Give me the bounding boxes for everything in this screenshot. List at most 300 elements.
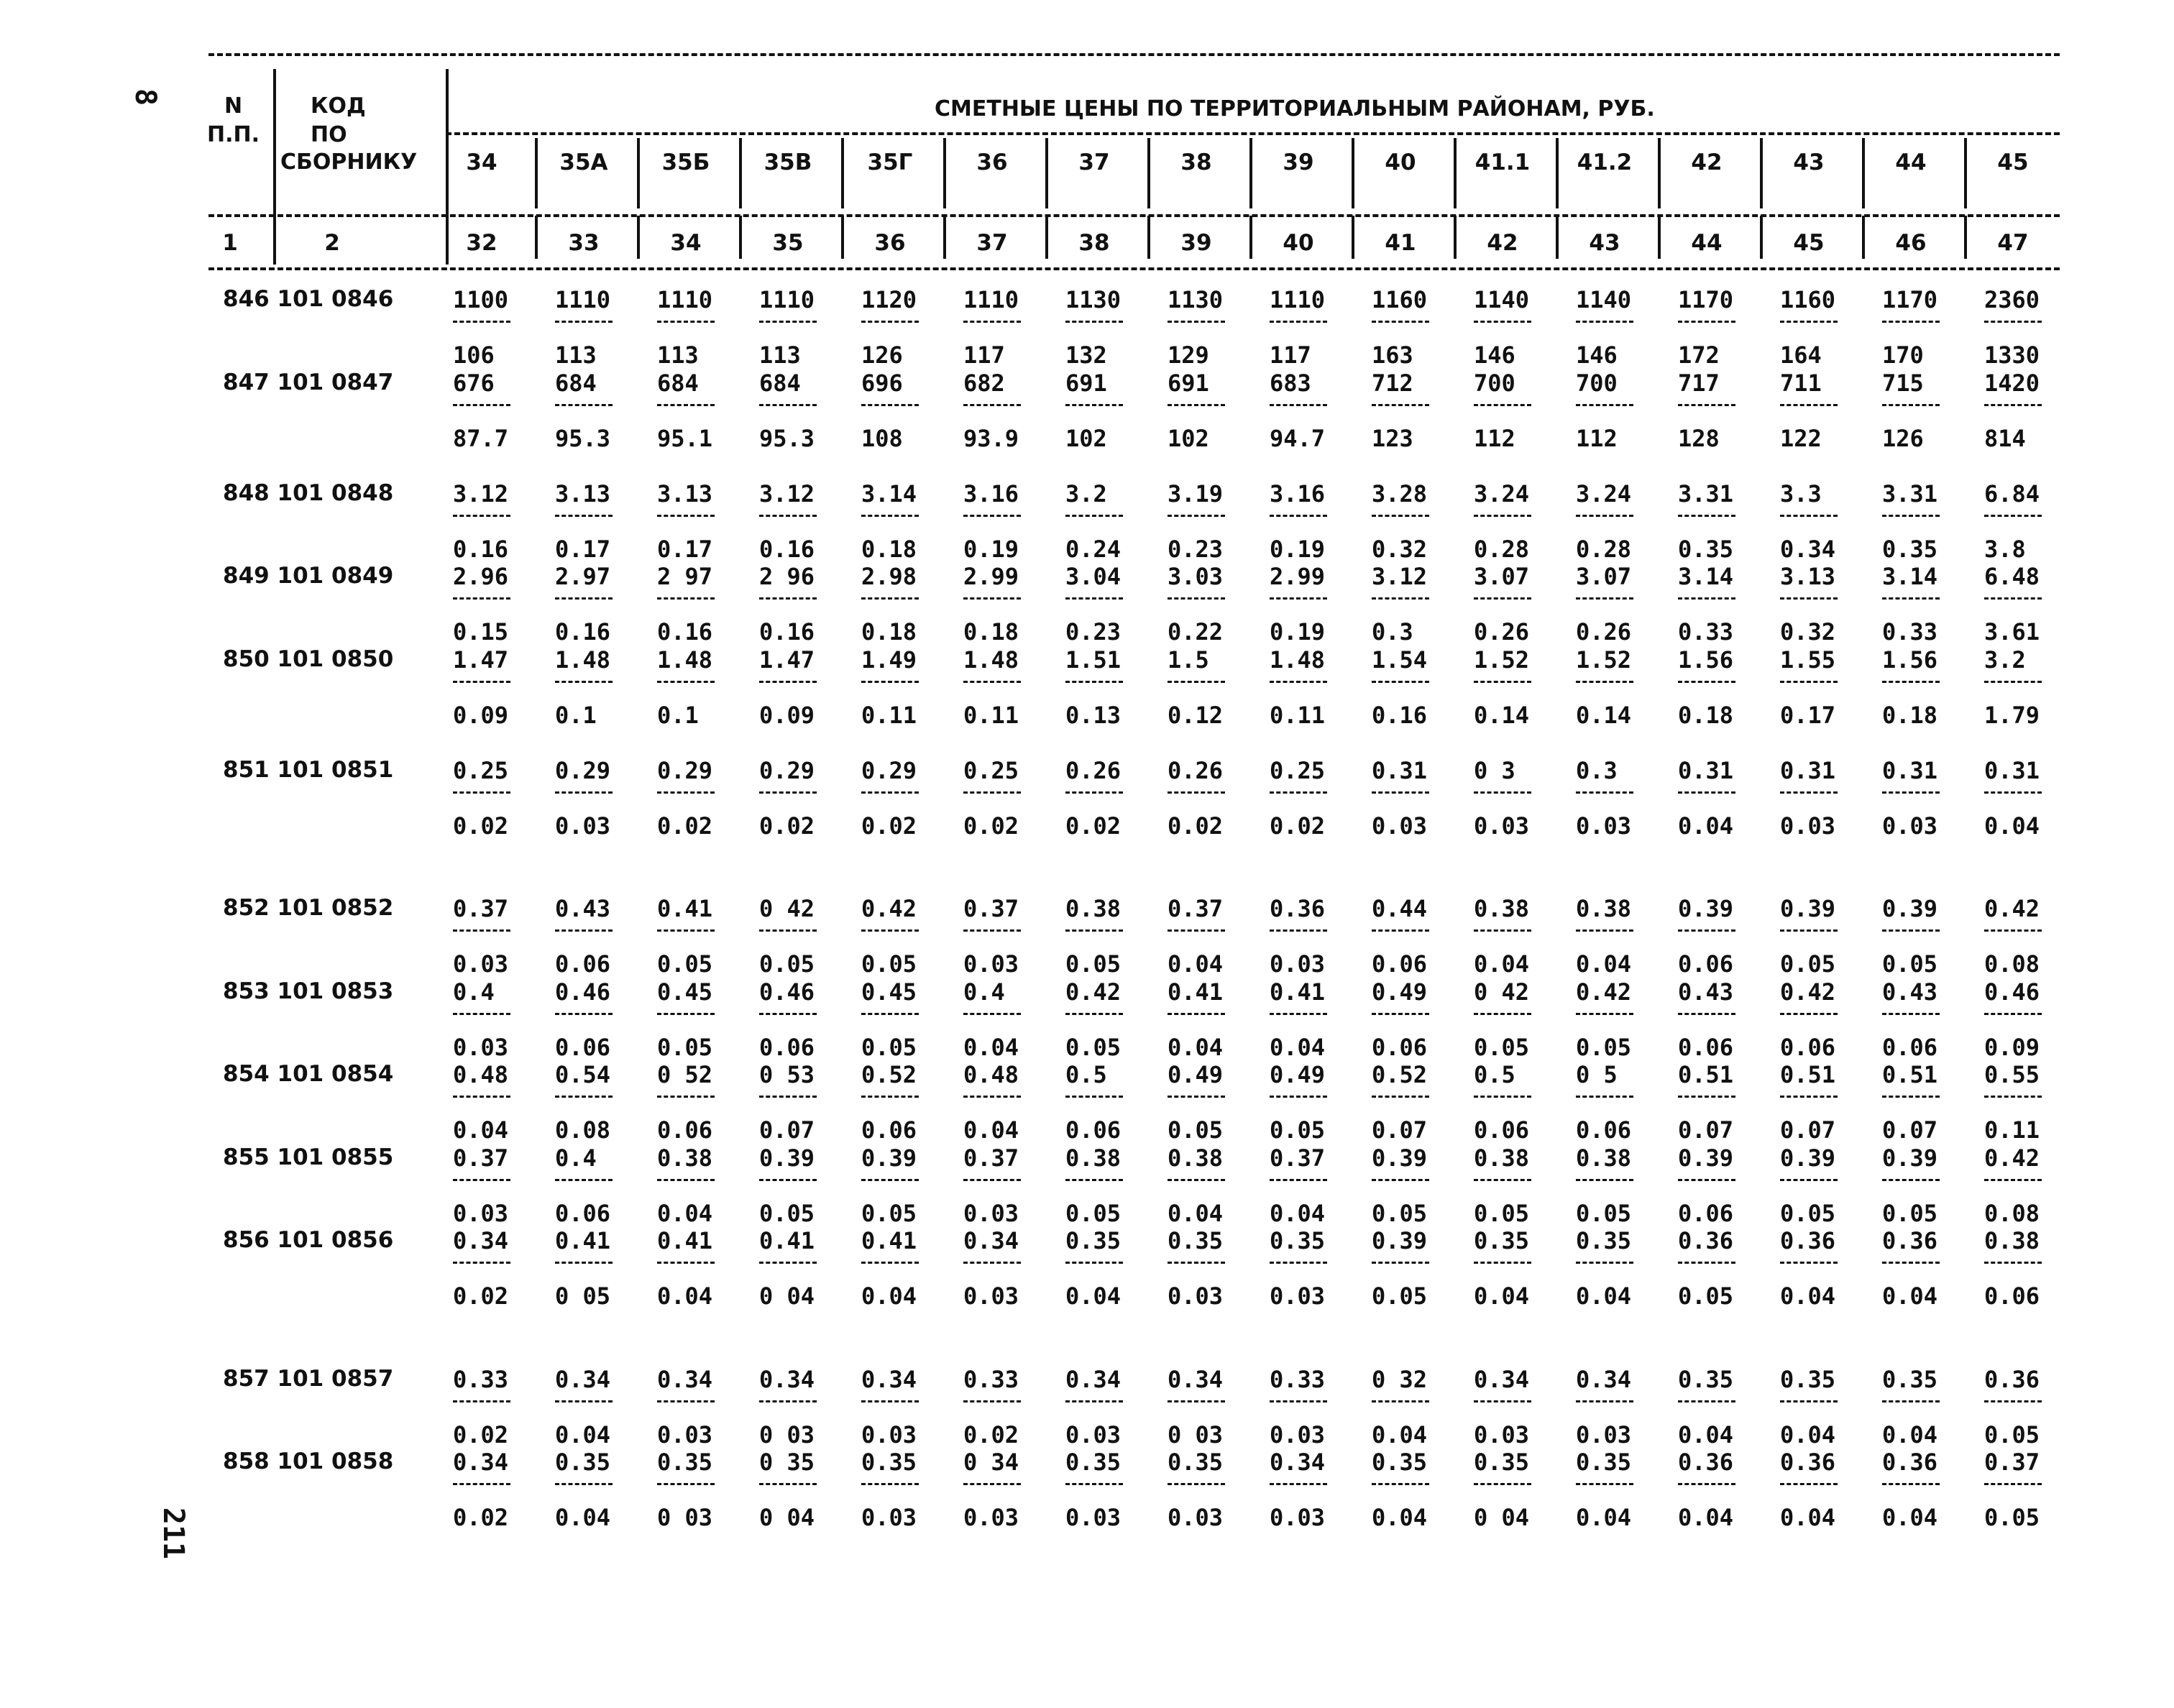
fraction-bar — [1065, 321, 1123, 323]
price-value: 0.41 — [759, 1227, 815, 1254]
fraction-bar — [963, 1179, 1021, 1181]
price-value: 1.54 — [1372, 646, 1428, 674]
price-value: 0.05 — [861, 1199, 917, 1227]
price-value: 3.14 — [1882, 563, 1938, 590]
price-value: 0.11 — [1984, 1116, 2040, 1144]
price-value: 1.48 — [555, 646, 611, 674]
price-value: 0.38 — [1474, 1144, 1530, 1172]
fraction-bar — [1780, 597, 1838, 600]
fraction-bar — [1780, 929, 1838, 932]
price-value: 0.39 — [1780, 895, 1836, 922]
price-value: 0.02 — [963, 1420, 1019, 1448]
fraction-bar — [1678, 1179, 1735, 1181]
price-value: 0.35 — [1678, 1365, 1734, 1393]
fraction-bar — [1270, 1483, 1327, 1485]
price-value: 0.33 — [1270, 1365, 1326, 1393]
price-value: 0.34 — [1780, 535, 1836, 563]
column-divider — [1760, 216, 1763, 259]
fraction-bar — [1270, 1013, 1327, 1015]
fraction-bar — [453, 321, 510, 323]
fraction-bar — [1576, 791, 1633, 794]
price-value: 1110 — [963, 286, 1019, 313]
fraction-bar — [861, 1262, 919, 1264]
price-value: 129 — [1168, 341, 1209, 369]
fraction-bar — [1168, 597, 1225, 600]
fraction-bar — [1576, 1483, 1633, 1485]
price-value: 1.47 — [453, 646, 509, 674]
fraction-bar — [1780, 1483, 1838, 1485]
price-value: 0.42 — [1065, 978, 1122, 1006]
price-value: 0.04 — [963, 1116, 1019, 1144]
fraction-bar — [1372, 929, 1429, 932]
fraction-bar — [1678, 791, 1735, 794]
column-divider — [1964, 216, 1967, 259]
price-value: 3.28 — [1372, 479, 1428, 508]
fraction-bar — [1780, 1013, 1838, 1015]
header-bottom-rule — [208, 267, 2060, 270]
fraction-bar — [1474, 404, 1531, 406]
price-value: 0.02 — [963, 812, 1019, 840]
price-value: 0.05 — [1780, 1199, 1836, 1227]
price-value: 0.05 — [1576, 1033, 1632, 1061]
row-code: 857 101 0857 — [223, 1365, 394, 1392]
price-value: 0.05 — [657, 950, 713, 978]
price-value: 0.35 — [1168, 1448, 1224, 1476]
price-value: 0.06 — [1065, 1116, 1122, 1144]
fraction-bar — [1065, 1400, 1123, 1402]
fraction-bar — [555, 791, 613, 794]
price-value: 0.29 — [657, 756, 713, 784]
price-value: 0.05 — [1065, 1199, 1122, 1227]
price-value: 0.39 — [861, 1144, 917, 1172]
price-value: 6.48 — [1984, 563, 2040, 590]
price-value: 0.55 — [1984, 1061, 2040, 1088]
price-value: 102 — [1065, 424, 1107, 452]
price-value: 0.04 — [1168, 950, 1224, 978]
price-value: 1.56 — [1678, 646, 1734, 674]
price-value: 164 — [1780, 341, 1822, 369]
price-value: 0.14 — [1474, 701, 1530, 729]
price-value: 0.03 — [1270, 1504, 1326, 1531]
price-value: 87.7 — [453, 424, 509, 452]
price-value: 0.04 — [1576, 1282, 1632, 1310]
price-value: 123 — [1372, 424, 1413, 452]
price-value: 0.37 — [1984, 1448, 2040, 1476]
price-value: 172 — [1678, 341, 1720, 369]
price-value: 0.38 — [1474, 895, 1530, 922]
fraction-bar — [1780, 1400, 1838, 1402]
price-value: 0.11 — [963, 701, 1019, 729]
column-number-code: 2 — [324, 230, 340, 256]
price-value: 0.34 — [1474, 1365, 1530, 1393]
fraction-bar — [1882, 1096, 1940, 1098]
fraction-bar — [555, 1179, 613, 1181]
fraction-bar — [1270, 929, 1327, 932]
price-value: 0.07 — [1372, 1116, 1428, 1144]
row-code: 856 101 0856 — [223, 1227, 394, 1253]
price-value: 814 — [1984, 424, 2026, 452]
price-value: 0.35 — [1882, 535, 1938, 563]
price-value: 0.07 — [1678, 1116, 1734, 1144]
price-value: 0.03 — [555, 812, 611, 840]
price-value: 700 — [1474, 369, 1515, 397]
fraction-bar — [1372, 1400, 1429, 1402]
price-value: 146 — [1576, 341, 1618, 369]
column-divider — [1249, 216, 1252, 259]
price-value: 3.13 — [657, 479, 713, 508]
column-divider — [1658, 216, 1661, 259]
price-value: 0.03 — [1270, 950, 1326, 978]
fraction-bar — [759, 597, 817, 600]
fraction-bar — [1168, 1013, 1225, 1015]
fraction-bar — [657, 404, 715, 406]
fraction-bar — [1474, 1013, 1531, 1015]
column-number-11: 43 — [1589, 230, 1620, 256]
price-value: 0.03 — [1474, 812, 1530, 840]
column-header-0: 34 — [466, 150, 497, 175]
price-value: 0.09 — [1984, 1033, 2040, 1061]
fraction-bar — [657, 1483, 715, 1485]
table-title: СМЕТНЫЕ ЦЕНЫ ПО ТЕРРИТОРИАЛЬНЫМ РАЙОНАМ, РУБ. — [935, 96, 1655, 121]
fraction-bar — [453, 1262, 510, 1264]
price-value: 0.48 — [963, 1061, 1019, 1088]
fraction-bar — [1576, 1179, 1633, 1181]
price-value: 0.28 — [1576, 535, 1632, 563]
price-value: 0.34 — [657, 1365, 713, 1393]
fraction-bar — [1678, 321, 1735, 323]
fraction-bar — [861, 321, 919, 323]
price-value: 0.26 — [1576, 618, 1632, 646]
fraction-bar — [1576, 404, 1633, 406]
price-value: 3.04 — [1065, 563, 1122, 590]
price-value: 2.99 — [1270, 563, 1326, 590]
row-code: 847 101 0847 — [223, 369, 394, 395]
price-value: 0.06 — [555, 950, 611, 978]
fraction-bar — [1678, 681, 1735, 683]
fraction-bar — [657, 515, 715, 517]
code-label-sub2: СБОРНИКУ — [280, 150, 418, 175]
column-divider — [943, 173, 946, 208]
price-value: 0.35 — [1474, 1227, 1530, 1254]
price-value: 0 42 — [1474, 978, 1530, 1006]
subheader-rule — [446, 132, 2060, 135]
fraction-bar — [1576, 1262, 1633, 1264]
fraction-bar — [1984, 1400, 2042, 1402]
price-value: 113 — [759, 341, 801, 369]
price-value: 0.06 — [1780, 1033, 1836, 1061]
price-value: 0.06 — [1678, 1199, 1734, 1227]
price-value: 715 — [1882, 369, 1924, 397]
price-value: 1160 — [1372, 286, 1428, 313]
price-value: 3.31 — [1678, 479, 1734, 508]
price-value: 0.54 — [555, 1061, 611, 1088]
fraction-bar — [861, 929, 919, 932]
price-value: 0.19 — [1270, 535, 1326, 563]
column-header-15: 45 — [1997, 150, 2029, 175]
fraction-bar — [453, 597, 510, 600]
price-value: 0.16 — [657, 618, 713, 646]
fraction-bar — [1984, 1483, 2042, 1485]
price-value: 1.52 — [1576, 646, 1632, 674]
price-value: 0.34 — [1576, 1365, 1632, 1393]
fraction-bar — [1984, 1262, 2042, 1264]
n-label-sub: П.П. — [207, 122, 260, 147]
price-value: 0 53 — [759, 1061, 815, 1088]
price-value: 0.18 — [861, 618, 917, 646]
price-value: 1.79 — [1984, 701, 2040, 729]
fraction-bar — [1474, 1262, 1531, 1264]
fraction-bar — [1780, 681, 1838, 683]
fraction-bar — [1474, 681, 1531, 683]
price-value: 0.06 — [1576, 1116, 1632, 1144]
fraction-bar — [1678, 597, 1735, 600]
price-value: 1.48 — [963, 646, 1019, 674]
price-value: 0.38 — [1984, 1227, 2040, 1254]
price-value: 0.03 — [1065, 1420, 1122, 1448]
price-value: 0.05 — [1882, 1199, 1938, 1227]
price-value: 0.38 — [1576, 895, 1632, 922]
fraction-bar — [453, 1179, 510, 1181]
price-value: 0.26 — [1168, 756, 1224, 784]
price-value: 0.06 — [1372, 1033, 1428, 1061]
price-value: 0.05 — [1474, 1199, 1530, 1227]
fraction-bar — [1576, 515, 1633, 517]
price-value: 0.35 — [1065, 1448, 1122, 1476]
fraction-bar — [1270, 1179, 1327, 1181]
price-value: 0.34 — [555, 1365, 611, 1393]
column-divider — [1862, 173, 1865, 208]
fraction-bar — [453, 1013, 510, 1015]
column-divider — [1658, 173, 1661, 208]
price-value: 0 35 — [759, 1448, 815, 1476]
price-value: 0.03 — [861, 1420, 917, 1448]
price-value: 0.51 — [1780, 1061, 1836, 1088]
price-value: 0.06 — [861, 1116, 917, 1144]
column-number-14: 46 — [1895, 230, 1927, 256]
fraction-bar — [1678, 929, 1735, 932]
column-divider — [535, 216, 538, 259]
price-value: 0.25 — [1270, 756, 1326, 784]
price-value: 0.3 — [1372, 618, 1413, 646]
price-value: 0.05 — [1372, 1282, 1428, 1310]
price-value: 0.03 — [861, 1504, 917, 1531]
fraction-bar — [1168, 1096, 1225, 1098]
row-code: 854 101 0854 — [223, 1061, 394, 1087]
fraction-bar — [759, 1483, 817, 1485]
fraction-bar — [1678, 1483, 1735, 1485]
column-header-1: 35А — [559, 150, 608, 175]
column-divider — [637, 216, 640, 259]
price-value: 0.52 — [1372, 1061, 1428, 1088]
price-value: 0.35 — [1780, 1365, 1836, 1393]
price-value: 0.43 — [1882, 978, 1938, 1006]
column-number-7: 39 — [1180, 230, 1212, 256]
price-value: 0.33 — [453, 1365, 509, 1393]
fraction-bar — [963, 321, 1021, 323]
price-value: 132 — [1065, 341, 1107, 369]
price-value: 0.25 — [963, 756, 1019, 784]
price-value: 0.51 — [1678, 1061, 1734, 1088]
price-value: 0.06 — [1474, 1116, 1530, 1144]
column-number-rule — [208, 214, 2060, 217]
fraction-bar — [555, 681, 613, 683]
price-value: 0.39 — [1372, 1227, 1428, 1254]
fraction-bar — [1576, 1013, 1633, 1015]
price-value: 0.18 — [1678, 701, 1734, 729]
column-header-8: 39 — [1283, 150, 1314, 175]
fraction-bar — [1065, 404, 1123, 406]
column-divider — [1147, 216, 1150, 259]
fraction-bar — [657, 681, 715, 683]
price-value: 2.98 — [861, 563, 917, 590]
fraction-bar — [963, 791, 1021, 794]
fraction-bar — [1168, 1483, 1225, 1485]
column-divider — [1556, 173, 1559, 208]
fraction-bar — [555, 597, 613, 600]
price-value: 1110 — [555, 286, 611, 313]
price-value: 3.13 — [1780, 563, 1836, 590]
column-header-7: 38 — [1180, 150, 1212, 175]
price-value: 0.38 — [657, 1144, 713, 1172]
price-value: 0.29 — [759, 756, 815, 784]
fraction-bar — [1065, 515, 1123, 517]
price-value: 3.14 — [861, 479, 917, 508]
column-divider — [841, 216, 844, 259]
column-divider — [1249, 173, 1252, 208]
price-value: 0.39 — [1678, 895, 1734, 922]
price-value: 1140 — [1576, 286, 1632, 313]
price-value: 0.17 — [1780, 701, 1836, 729]
fraction-bar — [1984, 1096, 2042, 1098]
price-value: 0.34 — [453, 1448, 509, 1476]
column-divider — [943, 216, 946, 259]
price-value: 0.31 — [1678, 756, 1734, 784]
fraction-bar — [1984, 929, 2042, 932]
fraction-bar — [1780, 1262, 1838, 1264]
price-value: 0.49 — [1270, 1061, 1326, 1088]
fraction-bar — [1780, 515, 1838, 517]
price-value: 0.41 — [657, 1227, 713, 1254]
price-value: 2360 — [1984, 286, 2040, 313]
price-value: 0.05 — [1065, 950, 1122, 978]
column-header-5: 36 — [976, 150, 1008, 175]
fraction-bar — [555, 404, 613, 406]
price-value: 0.03 — [453, 950, 509, 978]
n-label: N — [224, 93, 243, 119]
price-value: 0.11 — [861, 701, 917, 729]
fraction-bar — [963, 1483, 1021, 1485]
fraction-bar — [657, 929, 715, 932]
fraction-bar — [1678, 1400, 1735, 1402]
price-value: 0.09 — [759, 701, 815, 729]
price-value: 0.18 — [861, 535, 917, 563]
fraction-bar — [1882, 515, 1940, 517]
fraction-bar — [1984, 791, 2042, 794]
price-value: 1130 — [1065, 286, 1122, 313]
fraction-bar — [963, 1096, 1021, 1098]
fraction-bar — [1984, 597, 2042, 600]
price-value: 0.35 — [1576, 1227, 1632, 1254]
price-value: 0 42 — [759, 895, 815, 922]
price-value: 0.03 — [1882, 812, 1938, 840]
price-value: 0.04 — [657, 1282, 713, 1310]
price-value: 0.46 — [759, 978, 815, 1006]
price-value: 0.26 — [1474, 618, 1530, 646]
column-header-11: 41.2 — [1577, 150, 1633, 175]
fraction-bar — [1168, 681, 1225, 683]
fraction-bar — [1984, 321, 2042, 323]
price-value: 0.04 — [1984, 812, 2040, 840]
price-value: 0.35 — [1168, 1227, 1224, 1254]
price-value: 0.37 — [453, 1144, 509, 1172]
price-value: 0.04 — [1678, 812, 1734, 840]
price-value: 0.24 — [1065, 535, 1122, 563]
price-value: 0.02 — [861, 812, 917, 840]
price-value: 0.35 — [861, 1448, 917, 1476]
price-value: 0.25 — [453, 756, 509, 784]
column-divider — [1454, 173, 1457, 208]
fraction-bar — [453, 515, 510, 517]
price-value: 0.03 — [453, 1199, 509, 1227]
price-value: 0.06 — [1678, 950, 1734, 978]
price-value: 0.52 — [861, 1061, 917, 1088]
fraction-bar — [1270, 404, 1327, 406]
price-value: 0 03 — [1168, 1420, 1224, 1448]
fraction-bar — [555, 1096, 613, 1098]
price-value: 6.84 — [1984, 479, 2040, 508]
price-value: 0.39 — [1372, 1144, 1428, 1172]
price-value: 0.35 — [1576, 1448, 1632, 1476]
fraction-bar — [861, 515, 919, 517]
price-value: 0.16 — [555, 618, 611, 646]
fraction-bar — [1882, 1262, 1940, 1264]
price-value: 1120 — [861, 286, 917, 313]
code-label: КОД — [311, 93, 366, 119]
fraction-bar — [1372, 1262, 1429, 1264]
price-value: 1.48 — [1270, 646, 1326, 674]
fraction-bar — [963, 1262, 1021, 1264]
price-value: 3.14 — [1678, 563, 1734, 590]
price-value: 0.35 — [555, 1448, 611, 1476]
price-value: 0.03 — [1168, 1282, 1224, 1310]
fraction-bar — [1372, 791, 1429, 794]
price-value: 0 05 — [555, 1282, 611, 1310]
row-code: 855 101 0855 — [223, 1144, 394, 1170]
price-value: 0.04 — [1372, 1420, 1428, 1448]
price-value: 0.5 — [1065, 1061, 1107, 1088]
price-value: 95.3 — [759, 424, 815, 452]
fraction-bar — [759, 1179, 817, 1181]
fraction-bar — [1168, 321, 1225, 323]
fraction-bar — [1474, 1096, 1531, 1098]
price-value: 1100 — [453, 286, 509, 313]
column-number-1: 33 — [568, 230, 600, 256]
price-value: 0.16 — [759, 535, 815, 563]
price-value: 696 — [861, 369, 903, 397]
fraction-bar — [1678, 1262, 1735, 1264]
fraction-bar — [657, 1013, 715, 1015]
price-value: 0.32 — [1372, 535, 1428, 563]
fraction-bar — [1065, 597, 1123, 600]
price-value: 0.34 — [1270, 1448, 1326, 1476]
fraction-bar — [453, 404, 510, 406]
column-divider — [1556, 216, 1559, 259]
price-value: 683 — [1270, 369, 1311, 397]
fraction-bar — [1882, 1400, 1940, 1402]
column-header-2: 35Б — [661, 150, 710, 175]
price-value: 0.04 — [1882, 1504, 1938, 1531]
price-value: 0.03 — [1372, 812, 1428, 840]
